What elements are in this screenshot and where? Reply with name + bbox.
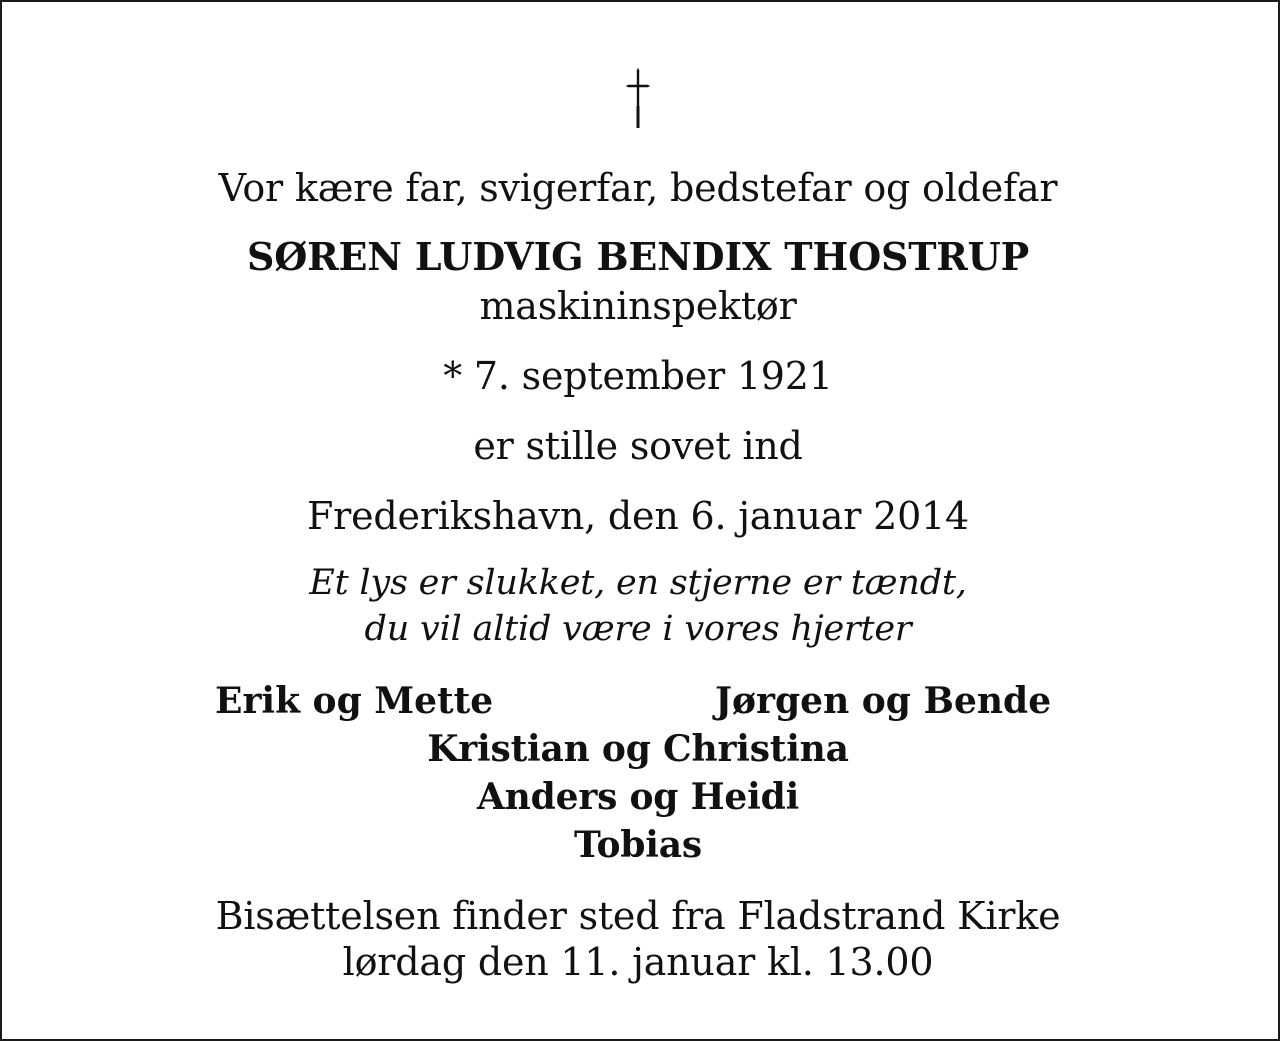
family-member-left: Erik og Mette — [215, 680, 494, 722]
verse-line: du vil altid være i vores hjerter — [364, 609, 912, 649]
passed-line: er stille sovet ind — [473, 424, 803, 468]
family-member-right: Jørgen og Bende — [715, 680, 1052, 722]
verse-line: Et lys er slukket, en stjerne er tændt, — [309, 563, 967, 603]
funeral-info-line: Bisættelsen finder sted fra Fladstrand Kirke — [215, 894, 1061, 938]
family-member-line: Kristian og Christina — [427, 728, 849, 770]
birth-date: * 7. september 1921 — [443, 354, 833, 398]
funeral-info-line: lørdag den 11. januar kl. 13.00 — [342, 940, 934, 984]
deceased-name: SØREN LUDVIG BENDIX THOSTRUP — [246, 234, 1029, 279]
intro-line: Vor kære far, svigerfar, bedstefar og oldefar — [218, 166, 1058, 210]
place-and-date: Frederikshavn, den 6. januar 2014 — [307, 494, 969, 538]
family-member-line: Tobias — [574, 824, 702, 866]
latin-cross-icon — [620, 66, 656, 130]
family-member-line: Anders og Heidi — [476, 776, 800, 818]
occupation: maskininspektør — [479, 284, 797, 328]
